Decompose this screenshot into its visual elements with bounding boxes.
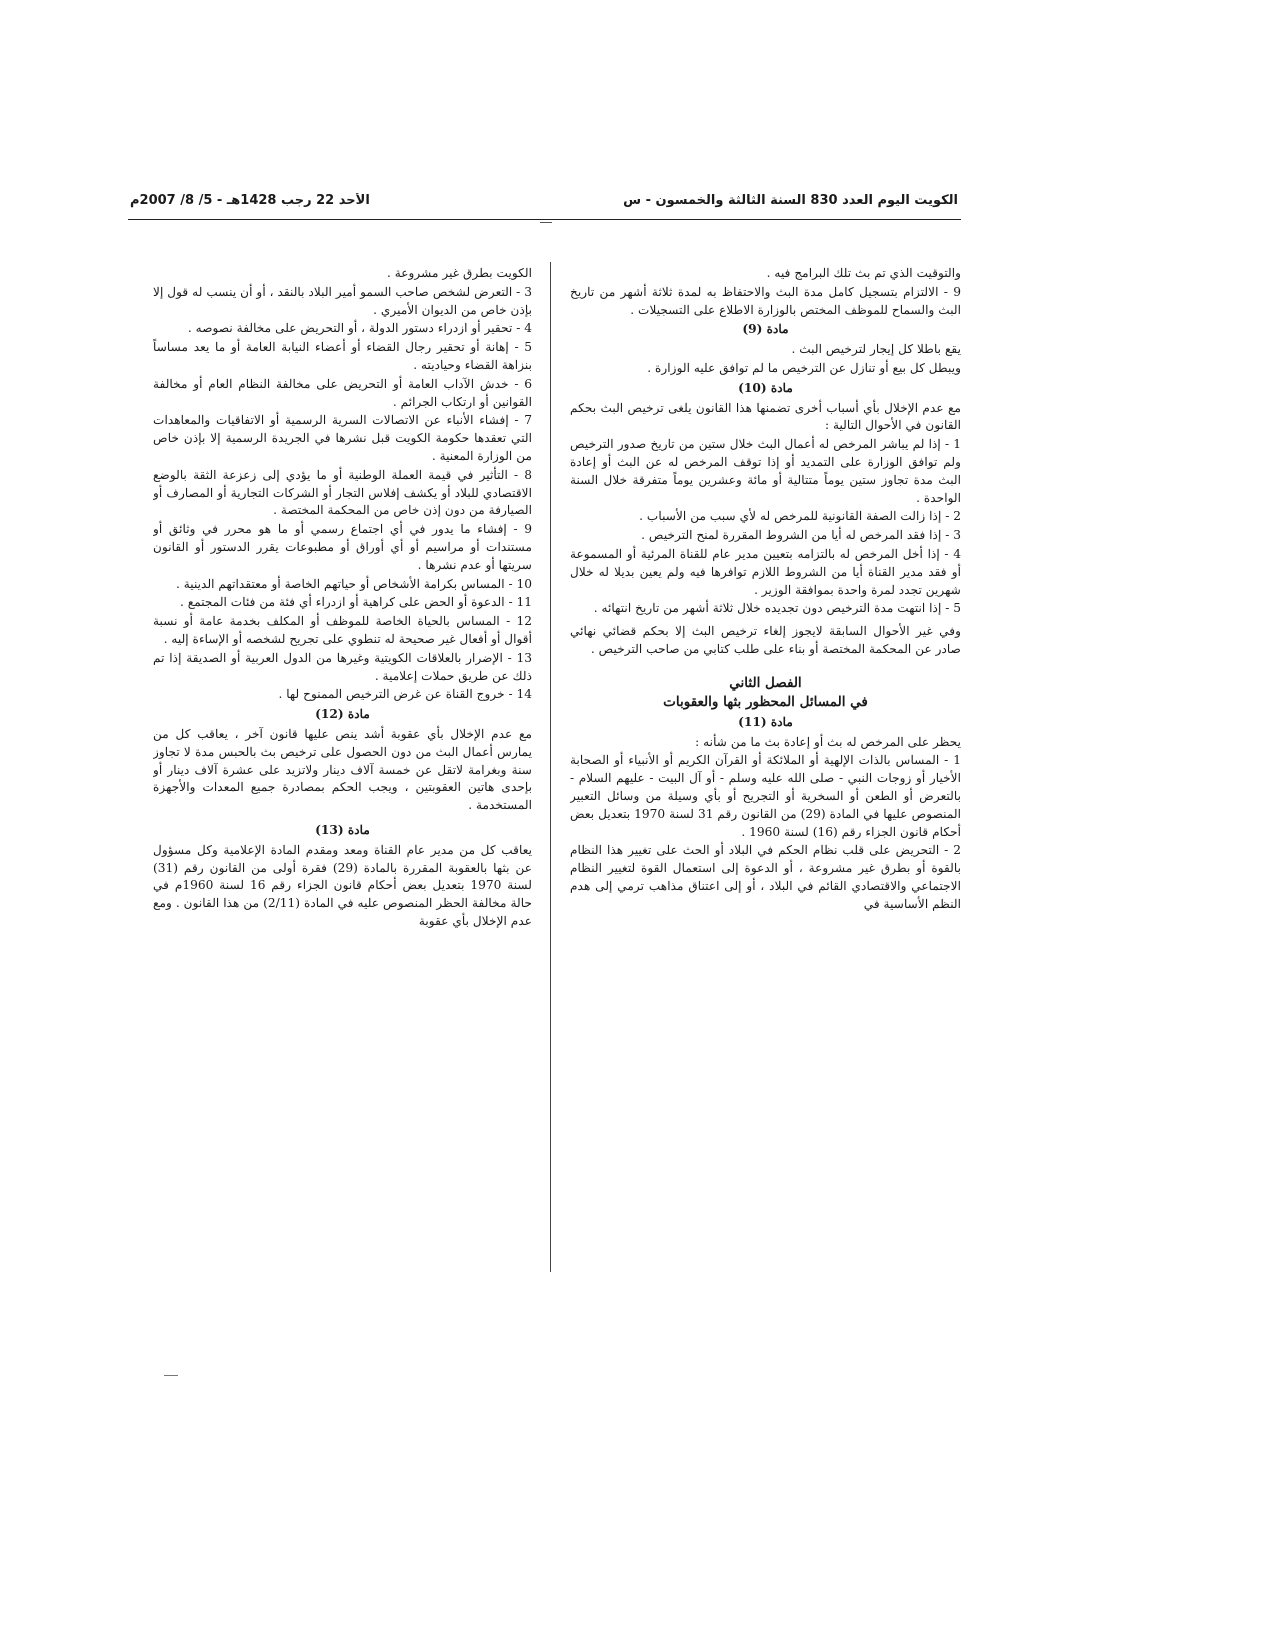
paragraph: 3 - إذا فقد المرخص له أيا من الشروط المقررة لمنح الترخيص . — [641, 528, 961, 543]
header-publication-info: الكويت اليوم العدد 830 السنة الثالثة والخمسون - س — [623, 193, 958, 208]
paragraph: يقع باطلا كل إيجار لترخيص البث . — [791, 342, 961, 357]
paragraph: 3 - التعرض لشخص صاحب السمو أمير البلاد بالنقد ، أو أن ينسب له قول إلا بإذن خاص من الديوان الأميري . — [153, 284, 532, 317]
paragraph: 6 - خدش الآداب العامة أو التحريض على مخالفة النظام العام أو مخالفة القوانين أو ارتكاب الجرائم . — [153, 376, 532, 409]
right-column — [570, 265, 961, 1265]
paragraph: 10 - المساس بكرامة الأشخاص أو حياتهم الخاصة أو معتقداتهم الدينية . — [176, 576, 532, 591]
article-heading: مادة (10) — [738, 380, 793, 395]
header-tick-mark — [540, 222, 552, 223]
paragraph: والتوقيت الذي تم بث تلك البرامج فيه . — [766, 266, 961, 280]
paragraph: 13 - الإضرار بالعلاقات الكويتية وغيرها من الدول العربية أو الصديقة إذا تم ذلك عن طريق حملات إعلامية . — [153, 650, 532, 683]
paragraph: 5 - إذا انتهت مدة الترخيص دون تجديده خلال ثلاثة أشهر من تاريخ انتهائه . — [593, 601, 961, 616]
paragraph: مع عدم الإخلال بأي أسباب أخرى تضمنها هذا القانون يلغى ترخيص البث بحكم القانون في الأحوال التالية : — [570, 400, 961, 433]
paragraph: 12 - المساس بالحياة الخاصة للموظف أو المكلف بخدمة عامة أو نسبة أقوال أو أفعال غير صحيحة له تنطوي على تجريح لشخصه أو الإساءة إليه . — [153, 614, 532, 646]
paragraph: ويبطل كل بيع أو تنازل عن الترخيص ما لم توافق عليه الوزارة . — [647, 360, 961, 375]
paragraph: 11 - الدعوة أو الحض على كراهية أو ازدراء أي فئة من فئات المجتمع . — [179, 595, 532, 610]
scan-mark — [164, 1375, 178, 1376]
header-date: الأحد 22 رجب 1428هـ - 5/ 8/ 2007م — [130, 193, 370, 208]
paragraph: يعاقب كل من مدير عام القناة ومعد ومقدم المادة الإعلامية وكل مسؤول عن بثها بالعقوبة المقررة بالمادة (29) فقرة أولى من القانون رقم (31) لسنة 1970 بتعديل بعض أحكام قانون الجزاء رقم 16 لسنة 1960م في حالة مخالفة الحظر المنصوص عليه في المادة (2/11) من هذا القانون . ومع عدم الإخلال بأي عقوبة — [153, 842, 532, 928]
paragraph: 4 - تحقير أو ازدراء دستور الدولة ، أو التحريض على مخالفة نصوصه . — [187, 321, 532, 336]
paragraph: 9 - إفشاء ما يدور في أي اجتماع رسمي أو ما هو محرر في وثائق أو مستندات أو مراسيم أو أي أوراق أو مطبوعات يقرر الدستور أو القانون سريتها أو عدم نشرها . — [153, 522, 532, 572]
chapter-subtitle: في المسائل المحظور بثها والعقوبات — [663, 693, 868, 710]
paragraph: 4 - إذا أخل المرخص له بالتزامه بتعيين مدير عام للقناة المرئية أو المسموعة أو فقد مدير القناة أيا من الشروط اللازم توافرها فيه ولم يعين بديلا له خلال شهرين تجدد لمرة واحدة بموافقة الوزير . — [570, 546, 961, 597]
paragraph: 7 - إفشاء الأنباء عن الاتصالات السرية الرسمية أو الاتفاقيات والمعاهدات التي تعقدها حكومة الكويت قبل نشرها في الجريدة الرسمية إلا بإذن خاص من الوزارة المعنية . — [153, 413, 532, 463]
paragraph: 8 - التأثير في قيمة العملة الوطنية أو ما يؤدي إلى زعزعة الثقة بالوضع الاقتصادي للبلاد أو يكشف إفلاس التجار أو الشركات التجارية أو المصارف أو الصيارفة من دون إذن خاص من المحكمة المختصة . — [153, 467, 532, 518]
article-heading: مادة (13) — [315, 822, 370, 837]
paragraph: 9 - الالتزام بتسجيل كامل مدة البث والاحتفاظ به لمدة ثلاثة أشهر من تاريخ البث والسماح للموظف المختص بالوزارة الاطلاع على التسجيلات . — [570, 284, 961, 317]
paragraph: 2 - إذا زالت الصفة القانونية للمرخص له لأي سبب من الأسباب . — [639, 509, 961, 524]
paragraph: 1 - المساس بالذات الإلهية أو الملائكة أو القرآن الكريم أو الأنبياء أو الصحابة الأخيار أو زوجات النبي - صلى الله عليه وسلم - أو آل البيت - عليهم السلام - بالتعرض أو الطعن أو السخرية أو التجريح أو بأي وسيلة من وسائل التعبير المنصوص عليها في المادة (29) من القانون رقم 31 لسنة 1970 بتعديل بعض أحكام قانون الجزاء رقم (16) لسنة 1960 . — [570, 753, 961, 839]
column-divider — [550, 262, 551, 1272]
article-heading: مادة (11) — [738, 714, 793, 729]
paragraph: وفي غير الأحوال السابقة لايجوز إلغاء ترخيص البث إلا بحكم قضائي نهائي صادر عن المحكمة المختصة أو بناء على طلب كتابي من صاحب الترخيص . — [570, 624, 961, 656]
paragraph: 2 - التحريض على قلب نظام الحكم في البلاد أو الحث على تغيير هذا النظام بالقوة أو بطرق غير مشروعة ، أو الدعوة إلى استعمال القوة لتغيير النظام الاجتماعي والاقتصادي القائم في البلاد ، أو إلى اعتناق مذاهب ترمي إلى هدم النظم الأساسية في — [570, 843, 961, 911]
chapter-title: الفصل الثاني — [729, 674, 802, 691]
paragraph: يحظر على المرخص له بث أو إعادة بث ما من شأنه : — [695, 734, 961, 749]
header-rule — [128, 219, 961, 220]
paragraph: 14 - خروج القناة عن غرض الترخيص الممنوح لها . — [278, 687, 532, 702]
left-column — [153, 265, 532, 1265]
article-heading: مادة (12) — [315, 707, 370, 722]
paragraph: الكويت بطرق غير مشروعة . — [386, 266, 532, 280]
paragraph: مع عدم الإخلال بأي عقوبة أشد ينص عليها قانون آخر ، يعاقب كل من يمارس أعمال البث من دون الحصول على ترخيص بث بالحبس مدة لا تجاوز سنة وبغرامة لاتقل عن خمسة آلاف دينار ولاتزيد على عشرة آلاف دينار أو بإحدى هاتين العقوبتين ، ويجب الحكم بمصادرة جميع المعدات والأجهزة المستخدمة . — [153, 726, 532, 813]
article-heading: مادة (9) — [742, 322, 789, 337]
paragraph: 5 - إهانة أو تحقير رجال القضاء أو أعضاء النيابة العامة أو ما يعد مساساً بنزاهة القضاء وحياديته . — [153, 340, 532, 372]
paragraph: 1 - إذا لم يباشر المرخص له أعمال البث خلال ستين من تاريخ صدور الترخيص ولم توافق الوزارة على التمديد أو إذا توقف المرخص له عن البث أو إعادة البث مدة تجاوز ستين يوماً متتالية أو مائة وعشرين يوماً متفرقة خلال السنة الواحدة . — [570, 437, 961, 505]
